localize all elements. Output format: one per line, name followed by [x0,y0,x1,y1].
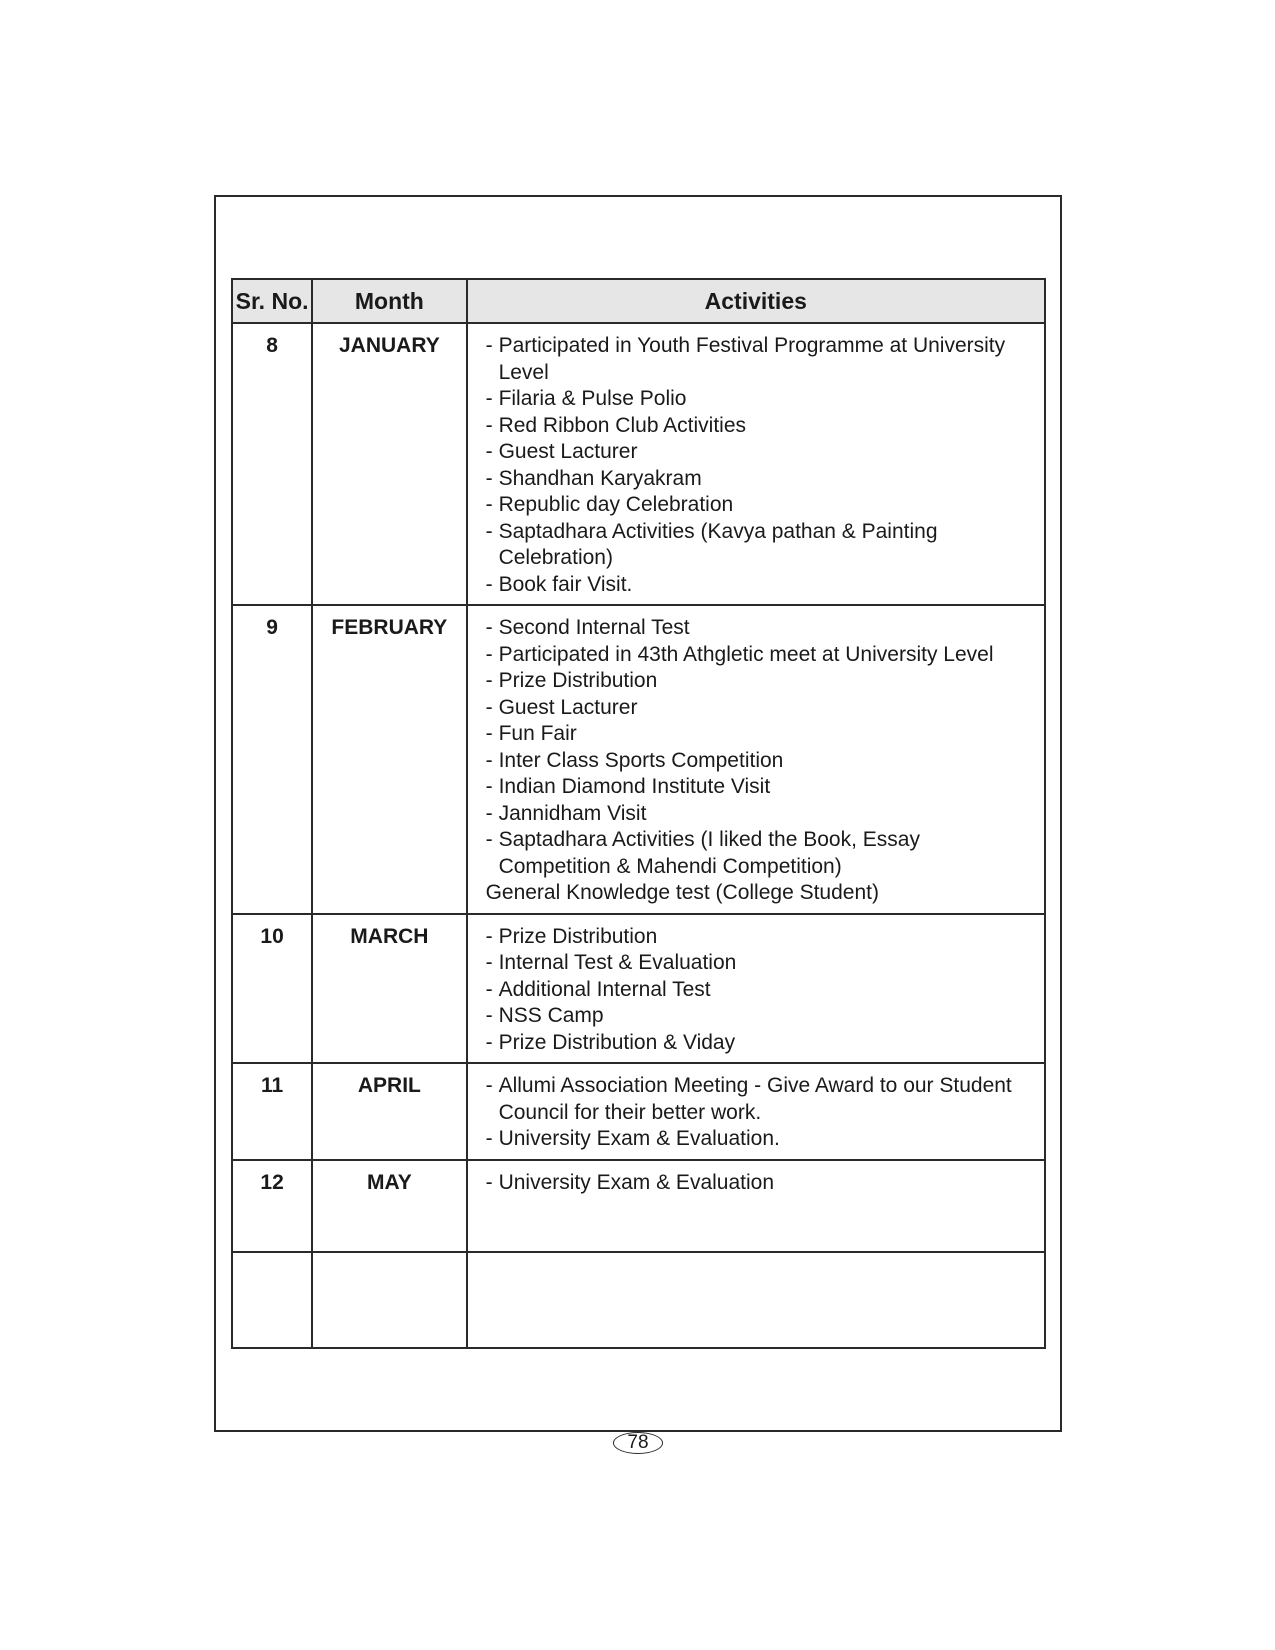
bullet-dash: - [485,748,493,772]
cell-activities [467,1252,1045,1348]
list-item [486,827,1036,880]
header-sr-no: Sr. No. [232,279,312,323]
list-item [486,642,1036,669]
cell-month: FEBRUARY [312,605,466,914]
list-item [486,466,1036,493]
list-item [486,721,1036,748]
list-item [486,748,1036,775]
list-item [486,977,1036,1004]
activity-text: Saptadhara Activities (I liked the Book, Essay Competition & Mahendi Competition) [498,828,920,878]
activity-text: Jannidham Visit [498,801,647,825]
activity-text: Republic day Celebration [498,493,734,516]
page-number: 78 [613,1432,663,1454]
bullet-dash: - [485,1170,493,1194]
bullet-dash: - [485,642,493,666]
cell-month: MARCH [312,914,466,1064]
activity-text: Internal Test & Evaluation [498,951,737,974]
table-row [232,1160,1045,1252]
header-month: Month [312,279,466,323]
cell-month: JANUARY [312,323,466,605]
list-item [486,880,1036,907]
bullet-dash: - [485,977,493,1001]
bullet-dash: - [485,1004,493,1027]
table-row [232,323,1045,605]
activity-text: Shandhan Karyakram [498,466,702,490]
activity-text: Prize Distribution [498,924,658,948]
cell-sr-no: 10 [232,914,312,1064]
list-item [486,668,1036,695]
activity-list [486,1073,1036,1153]
activity-text: Allumi Association Meeting - Give Award to our Student Council for their better work. [498,1074,1012,1124]
activity-text: Guest Lacturer [498,440,638,463]
table-row [232,605,1045,914]
activity-text: Prize Distribution & Viday [498,1030,736,1054]
bullet-dash: - [485,440,493,463]
bullet-dash: - [485,828,493,851]
table-row [232,1063,1045,1160]
activity-text: Book fair Visit. [498,572,633,596]
list-item [486,695,1036,722]
cell-activities [467,323,1045,605]
cell-sr-no: 9 [232,605,312,914]
activity-text: Participated in Youth Festival Programme at University Level [498,334,1006,384]
bullet-dash: - [485,616,493,639]
activities-table [231,278,1046,1349]
header-activities: Activities [467,279,1045,323]
activity-text: Additional Internal Test [498,977,711,1001]
list-item [486,615,1036,642]
activity-text: Second Internal Test [498,616,690,639]
list-item [486,413,1036,440]
bullet-dash: - [485,801,493,825]
cell-activities [467,1160,1045,1252]
cell-month [312,1252,466,1348]
cell-activities [467,914,1045,1064]
bullet-dash: - [485,775,493,798]
bullet-dash: - [485,413,493,437]
bullet-dash: - [485,1074,493,1097]
activity-text: Red Ribbon Club Activities [498,413,747,437]
bullet-dash: - [485,695,493,719]
bullet-dash: - [485,722,493,745]
activity-text: Filaria & Pulse Polio [498,387,687,410]
bullet-dash: - [485,924,493,948]
cell-sr-no [232,1252,312,1348]
cell-month: APRIL [312,1063,466,1160]
list-item [486,386,1036,413]
list-item [486,1003,1036,1030]
list-item [486,774,1036,801]
bullet-dash: - [485,519,493,543]
bullet-dash: - [485,466,493,490]
cell-sr-no: 12 [232,1160,312,1252]
bullet-dash: - [485,387,493,410]
activity-text: Inter Class Sports Competition [498,748,784,772]
list-item [486,801,1036,828]
list-item [486,1126,1036,1153]
activity-text: Participated in 43th Athgletic meet at University Level [498,642,994,666]
list-item [486,519,1036,572]
activity-text: Fun Fair [498,722,577,745]
cell-activities [467,1063,1045,1160]
table-header-row [232,279,1045,323]
bullet-dash: - [485,493,493,516]
activity-list [486,1170,1036,1197]
activity-text: NSS Camp [498,1004,604,1027]
activity-text: University Exam & Evaluation [498,1170,775,1194]
activity-list [486,615,1036,907]
bullet-dash: - [485,572,493,596]
activity-list [486,924,1036,1057]
cell-sr-no: 8 [232,323,312,605]
activity-text: General Knowledge test (College Student) [485,881,879,904]
list-item [486,1030,1036,1057]
list-item [486,924,1036,951]
list-item [486,572,1036,599]
bullet-dash: - [485,669,493,692]
list-item [486,439,1036,466]
activity-text: Prize Distribution [498,669,658,692]
activity-text: Saptadhara Activities (Kavya pathan & Painting Celebration) [498,519,938,569]
bullet-dash: - [485,334,493,357]
table-row [232,914,1045,1064]
list-item [486,333,1036,386]
activity-text: Guest Lacturer [498,695,638,719]
list-item [486,1073,1036,1126]
list-item [486,492,1036,519]
cell-activities [467,605,1045,914]
bullet-dash: - [485,1127,493,1150]
table-body [232,323,1045,1348]
list-item [486,950,1036,977]
activity-text: University Exam & Evaluation. [498,1127,780,1150]
bullet-dash: - [485,951,493,974]
bullet-dash: - [485,1030,493,1054]
list-item [486,1170,1036,1197]
table-row [232,1252,1045,1348]
activity-list [486,333,1036,598]
cell-month: MAY [312,1160,466,1252]
activity-text: Indian Diamond Institute Visit [498,775,771,798]
cell-sr-no: 11 [232,1063,312,1160]
